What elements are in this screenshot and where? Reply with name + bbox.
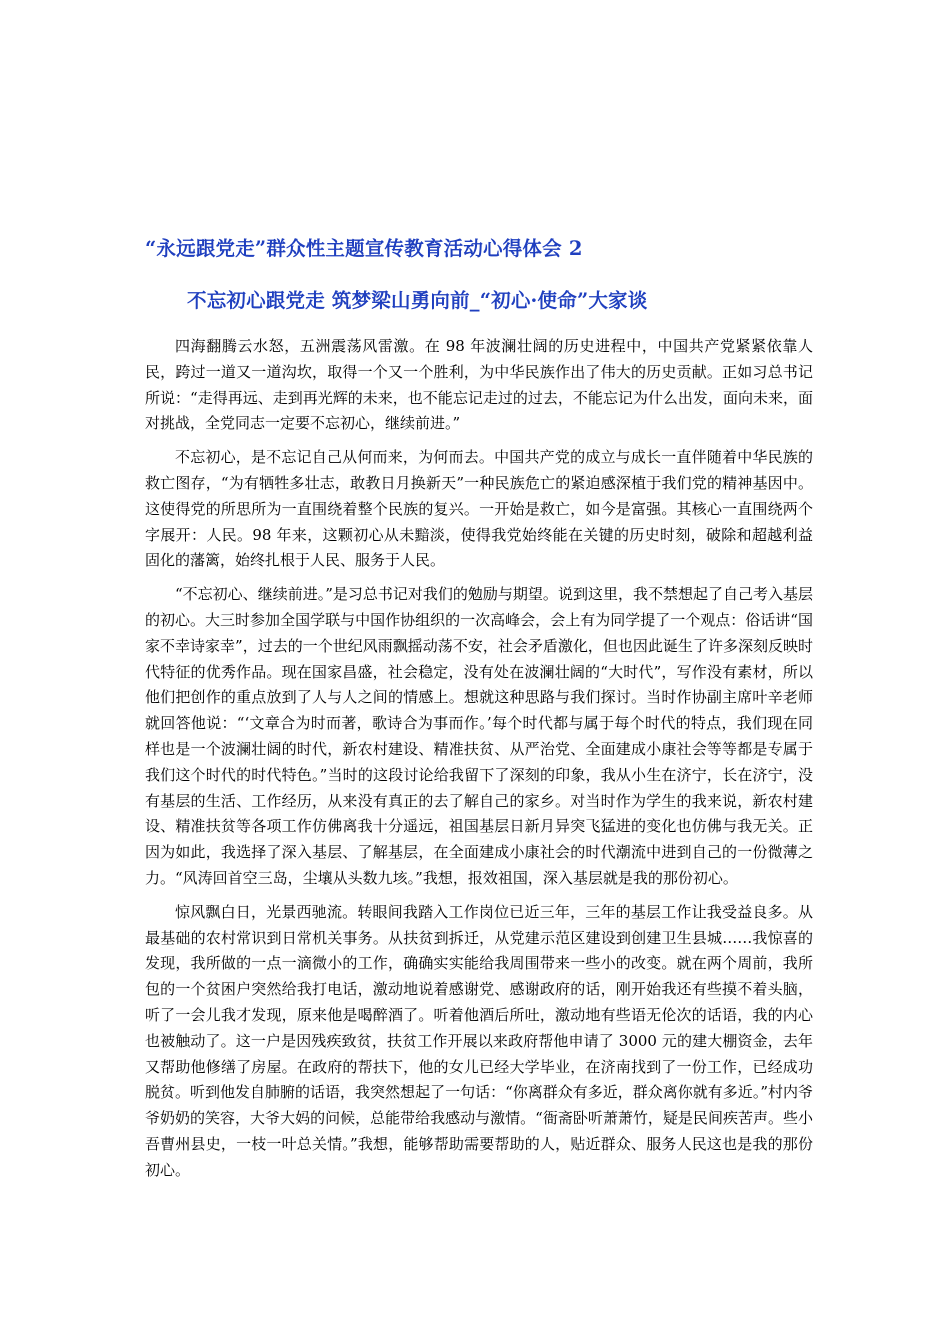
paragraph: 四海翻腾云水怒，五洲震荡风雷激。在 98 年波澜壮阔的历史进程中，中国共产党紧紧依靠人民，跨过一道又一道沟坎，取得一个又一个胜利，为中华民族作出了伟大的历史贡献。正如习总书记所说：“走得再远、走到再光辉的未来，也不能忘记走过的过去，不能忘记为什么出发，面向未来，面对挑战，全党同志一定要不忘初心，继续前进。”	[145, 337, 813, 433]
document-body	[145, 334, 813, 1192]
paragraph: 惊风飘白日，光景西驰流。转眼间我踏入工作岗位已近三年，三年的基层工作让我受益良多。从最基础的农村常识到日常机关事务。从扶贫到拆迁，从党建示范区建设到创建卫生县城……我惊喜的发现，我所做的一点一滴微小的工作，确确实实能给我周围带来一些小的改变。就在两个周前，我所包的一个贫困户突然给我打电话，激动地说着感谢党、感谢政府的话，刚开始我还有些摸不着头脑，听了一会儿我才发现，原来他是喝醉酒了。听着他酒后所吐，激动地有些语无伦次的话语，我的内心也被触动了。这一户是因残疾致贫，扶贫工作开展以来政府帮他申请了 3000 元的建大棚资金，去年又帮助他修缮了房屋。在政府的帮扶下，他的女儿已经大学毕业，在济南找到了一份工作，已经成功脱贫。听到他发自肺腑的话语，我突然想起了一句话：“你离群众有多近，群众离你就有多近。”村内爷爷奶奶的笑容，大爷大妈的问候，总能带给我感动与激情。“衙斋卧听萧萧竹，疑是民间疾苦声。些小吾曹州县史，一枝一叶总关情。”我想，能够帮助需要帮助的人，贴近群众、服务人民这也是我的那份初心。	[145, 902, 813, 1179]
paragraph: 不忘初心，是不忘记自己从何而来，为何而去。中国共产党的成立与成长一直伴随着中华民族的救亡图存，“为有牺牲多壮志，敢教日月换新天”一种民族危亡的紧迫感深植于我们党的精神基因中。这使得党的所思所为一直围绕着整个民族的复兴。一开始是救亡，如今是富强。其核心一直围绕两个字展开：人民。98 年来，这颗初心从未黯淡，使得我党始终能在关键的历史时刻，破除和超越利益固化的藩篱，始终扎根于人民、服务于人民。	[145, 448, 813, 570]
document-subtitle: 不忘初心跟党走 筑梦梁山勇向前_“初心·使命”大家谈	[187, 289, 648, 312]
document-title: “永远跟党走”群众性主题宣传教育活动心得体会 2	[145, 237, 583, 260]
paragraph: “不忘初心、继续前进。”是习总书记对我们的勉励与期望。说到这里，我不禁想起了自己考入基层的初心。大三时参加全国学联与中国作协组织的一次高峰会，会上有为同学提了一个观点：俗话讲“国家不幸诗家幸”，过去的一个世纪风雨飘摇动荡不安，社会矛盾激化，但也因此诞生了许多深刻反映时代特征的优秀作品。现在国家昌盛，社会稳定，没有处在波澜壮阔的“大时代”，写作没有素材，所以他们把创作的重点放到了人与人之间的情感上。想就这种思路与我们探讨。当时作协副主席叶辛老师就回答他说：“‘文章合为时而著，歌诗合为事而作。’每个时代都与属于每个时代的特点，我们现在同样也是一个波澜壮阔的时代，新农村建设、精准扶贫、从严治党、全面建成小康社会等等都是专属于我们这个时代的时代特色。”当时的这段讨论给我留下了深刻的印象，我从小生在济宁，长在济宁，没有基层的生活、工作经历，从来没有真正的去了解自己的家乡。对当时作为学生的我来说，新农村建设、精准扶贫等各项工作仿佛离我十分遥远，祖国基层日新月异突飞猛进的变化也仿佛与我无关。正因为如此，我选择了深入基层、了解基层，在全面建成小康社会的时代潮流中进到自己的一份微薄之力。“风涛回首空三岛，尘壤从头数九垓。”我想，报效祖国，深入基层就是我的那份初心。	[145, 585, 813, 887]
